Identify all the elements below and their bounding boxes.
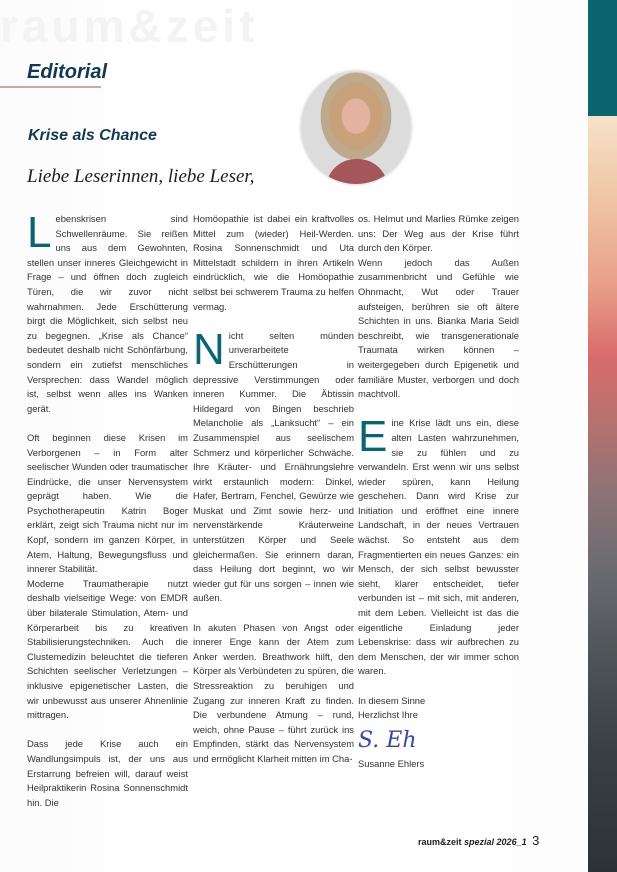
closing-line: Herzlichst Ihre bbox=[358, 709, 418, 721]
paragraph-text: ebenskrisen sind Schwellenräume. Sie reißen uns aus dem Gewohnten, stellen unser inneres Gleichgewicht in Frage – und öffnen doch zugleich Türen, die wir zuvor nicht wahrnahmen. Jede Erschütterung birgt die Möglichkeit, sich selbst neu zu begegnen. „Krise als Chance“ bedeutet deshalb nicht Schönfärbung, sondern ein zutiefst menschliches Versprechen: dass Wandel möglich ist, selbst wenn alles ins Wanken gerät. bbox=[27, 213, 188, 414]
text-column-2 bbox=[193, 212, 354, 767]
signature: S. Eh bbox=[358, 727, 417, 753]
paragraph bbox=[193, 324, 354, 606]
paragraph: Moderne Traumatherapie nutzt deshalb vielseitige Wege: von EMDR über bilaterale Stimulation, Atem- und Körperarbeit bis zu kreativen Stabilisierungstechniken. Auch die Clustemedizin beleuchtet die tieferen Schichten seelischer Verletzungen – inklusive epigenetischer Lasten, die wir unbewusst aus unserer Ahnenlinie mittragen. bbox=[27, 577, 188, 721]
paragraph: In akuten Phasen von Angst oder innerer Enge kann der Atem zum Anker werden. Breathwork hilft, den Körper als Verbündeten zu spüren, die Stressreaktion zu beruhigen und Zugang zur inneren Kraft zu finden. Die verbundene Atmung – rund, weich, ohne Pause – führt zurück ins Empfinden, stärkt das Nervensystem und ermöglicht Klarheit mitten im Cha- bbox=[193, 621, 354, 764]
paragraph-text: icht selten münden unverarbeitete Erschütterungen in depressive Verstimmungen oder inneren Kummer. Die Äbtissin Hildegard von Bingen beschrieb Melancholie als „Lanksucht“ – ein Zusammenspiel aus seelischem Schmerz und körperlicher Schwäche. Ihre Kräuter- und Ernährungslehre wirkt erstaunlich modern: Dinkel, Hafer, Bertram, Fenchel, Gewürze wie Muskat und Zimt sowie herz- und nervenstärkende Kräuterweine unterstützen Körper und Seele gleichermaßen. Sie erinnern daran, dass Heilung dort beginnt, wo wir wieder gut für uns sorgen – innen wie außen. bbox=[193, 329, 354, 604]
paragraph bbox=[27, 208, 188, 416]
handwritten-greeting: Liebe Leserinnen, liebe Leser, bbox=[27, 166, 255, 187]
section-divider bbox=[0, 86, 101, 88]
side-color-bar bbox=[588, 0, 617, 116]
section-title: Editorial bbox=[27, 61, 108, 83]
page-footer bbox=[418, 833, 539, 848]
article-title: Krise als Chance bbox=[28, 127, 157, 144]
author-name: Susanne Ehlers bbox=[358, 757, 425, 769]
drop-cap: E bbox=[358, 412, 388, 462]
paragraph: os. Helmut und Marlies Rümke zeigen uns: Der Weg aus der Krise führt durch den Körper. bbox=[358, 213, 519, 254]
closing-line: In diesem Sinne bbox=[358, 694, 426, 706]
paragraph: Wenn jedoch das Außen zusammenbricht und Gefühle wie Ohnmacht, Wut oder Trauer aufsteigen, berühren sie oft ältere Schichten in uns. Bianka Maria Seidl beschreibt, wie transgenerationale Traumata wirken können – weitergegeben durch Epigenetik und familiäre Muster, verborgen und doch machtvoll. bbox=[358, 256, 519, 400]
page-number: 3 bbox=[532, 833, 540, 848]
drop-cap: L bbox=[27, 208, 52, 257]
paragraph-text: ine Krise lädt uns ein, diese alten Lasten wahrzunehmen, sie zu fühlen und zu verwandeln. Erst wenn wir uns selbst wieder spüren, kann Heilung geschehen. Dann wird Krise zur Initiation und eröffnet eine innere Landschaft, in der neues Vertrauen wächst. So entsteht aus dem Fragmentierten ein neues Ganzes: ein Mensch, der sich selbst bewusster sieht, klarer entscheidet, tiefer verbunden ist – mit sich, mit anderen, mit dem Leben. Vielleicht ist das die eigentliche Einladung jeder Lebenskrise: dass wir aufbrechen zu dem Menschen, der wir immer schon waren. bbox=[358, 417, 519, 677]
paragraph: Oft beginnen diese Krisen im Verborgenen – in Form alter seelischer Wunden oder traumatischer Eindrücke, die unser Nervensystem geprägt haben. Wie die Psychotherapeutin Katrin Boger erklärt, zeigt sich Trauma nicht nur im Kopf, sondern im ganzen Körper, in Atem, Haltung, Bewegungsfluss und innerer Stabilität. bbox=[27, 431, 188, 575]
watermark-logo: raum&zeit bbox=[0, 0, 259, 52]
text-column-1 bbox=[27, 208, 188, 810]
author-portrait bbox=[301, 71, 411, 184]
paragraph: Homöopathie ist dabei ein kraftvolles Mittel zum (wieder) Heil-Werden. Rosina Sonnenschmidt und Uta Mittelstadt schildern in ihren Artikeln eindrücklich, wie die Homöopathie selbst bei schwerem Trauma zu helfen vermag. bbox=[193, 213, 354, 312]
paragraph bbox=[358, 412, 519, 679]
footer-magazine: raum&zeit bbox=[418, 837, 462, 847]
paragraph: Dass jede Krise auch ein Wandlungsimpuls ist, der uns aus Erstarrung befreien will, darauf weist Heilpraktikerin Rosina Sonnenschmidt hin. Die bbox=[27, 738, 188, 808]
text-column-3 bbox=[358, 212, 519, 771]
side-landscape-image bbox=[588, 116, 617, 872]
footer-edition: spezial 2026_1 bbox=[464, 837, 527, 847]
drop-cap: N bbox=[193, 324, 225, 374]
